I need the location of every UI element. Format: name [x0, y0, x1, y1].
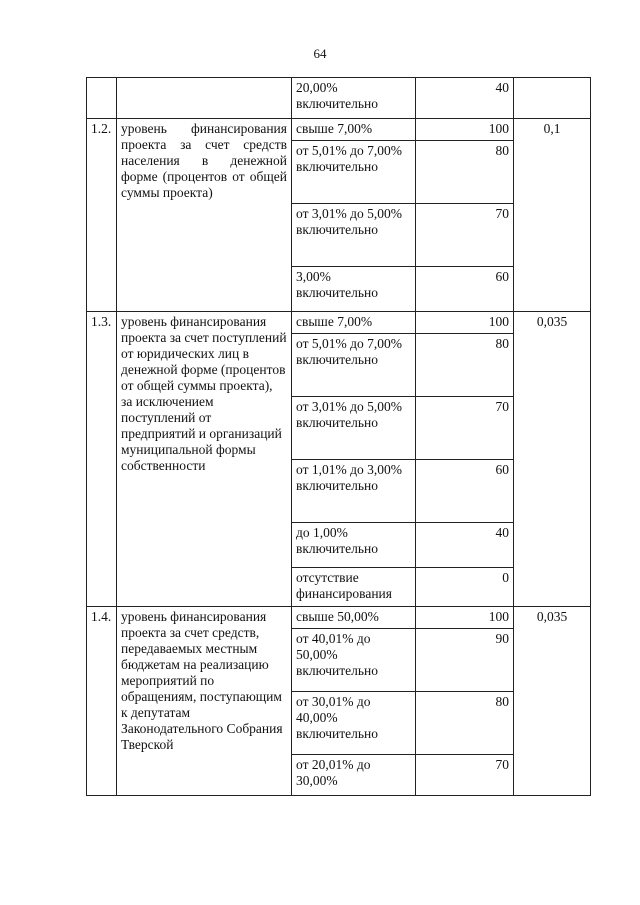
row-number-cell: [87, 78, 117, 119]
criteria-table: [86, 77, 591, 796]
table-row: [87, 312, 591, 334]
criterion-cell: уровень финансирования проекта за счет поступлений от юридических лиц в денежной форме (процентов от общей суммы проекта), за исключением поступлений от предприятий и организаций муниципальной формы собственности: [117, 312, 292, 607]
range-cell: свыше 7,00%: [292, 312, 416, 334]
weight-cell: 0,1: [514, 119, 591, 312]
weight-cell: [514, 78, 591, 119]
range-cell: от 3,01% до 5,00% включительно: [292, 397, 416, 460]
score-cell: 100: [416, 119, 514, 141]
range-cell: от 5,01% до 7,00% включительно: [292, 141, 416, 204]
range-cell: от 3,01% до 5,00% включительно: [292, 204, 416, 267]
range-cell: от 30,01% до 40,00% включительно: [292, 692, 416, 755]
range-cell: от 5,01% до 7,00% включительно: [292, 334, 416, 397]
range-cell: свыше 7,00%: [292, 119, 416, 141]
range-cell: до 1,00% включительно: [292, 523, 416, 568]
range-cell: 3,00% включительно: [292, 267, 416, 312]
weight-cell: 0,035: [514, 312, 591, 607]
score-cell: 60: [416, 267, 514, 312]
range-cell: от 40,01% до 50,00% включительно: [292, 629, 416, 692]
range-cell: от 1,01% до 3,00% включительно: [292, 460, 416, 523]
table-row: [87, 119, 591, 141]
score-cell: 40: [416, 78, 514, 119]
score-cell: 0: [416, 568, 514, 607]
criterion-cell: уровень финансирования проекта за счет средств, передаваемых местным бюджетам на реализацию мероприятий по обращениям, поступающим к депутатам Законодательного Собрания Тверской: [117, 607, 292, 796]
weight-cell: 0,035: [514, 607, 591, 796]
score-cell: 100: [416, 607, 514, 629]
score-cell: 40: [416, 523, 514, 568]
range-cell: свыше 50,00%: [292, 607, 416, 629]
score-cell: 70: [416, 204, 514, 267]
score-cell: 70: [416, 755, 514, 796]
range-cell: от 20,01% до 30,00%: [292, 755, 416, 796]
score-cell: 80: [416, 141, 514, 204]
score-cell: 80: [416, 334, 514, 397]
criterion-cell: [117, 78, 292, 119]
score-cell: 70: [416, 397, 514, 460]
score-cell: 90: [416, 629, 514, 692]
row-number-cell: 1.4.: [87, 607, 117, 796]
score-cell: 100: [416, 312, 514, 334]
row-number-cell: 1.2.: [87, 119, 117, 312]
range-cell: 20,00% включительно: [292, 78, 416, 119]
table-row: [87, 78, 591, 119]
table-row: [87, 607, 591, 629]
range-cell: отсутствие финансирования: [292, 568, 416, 607]
score-cell: 80: [416, 692, 514, 755]
criterion-cell: уровень финансирования проекта за счет средств населения в денежной форме (процентов от общей суммы проекта): [117, 119, 292, 312]
score-cell: 60: [416, 460, 514, 523]
row-number-cell: 1.3.: [87, 312, 117, 607]
page-number: 64: [313, 46, 327, 61]
